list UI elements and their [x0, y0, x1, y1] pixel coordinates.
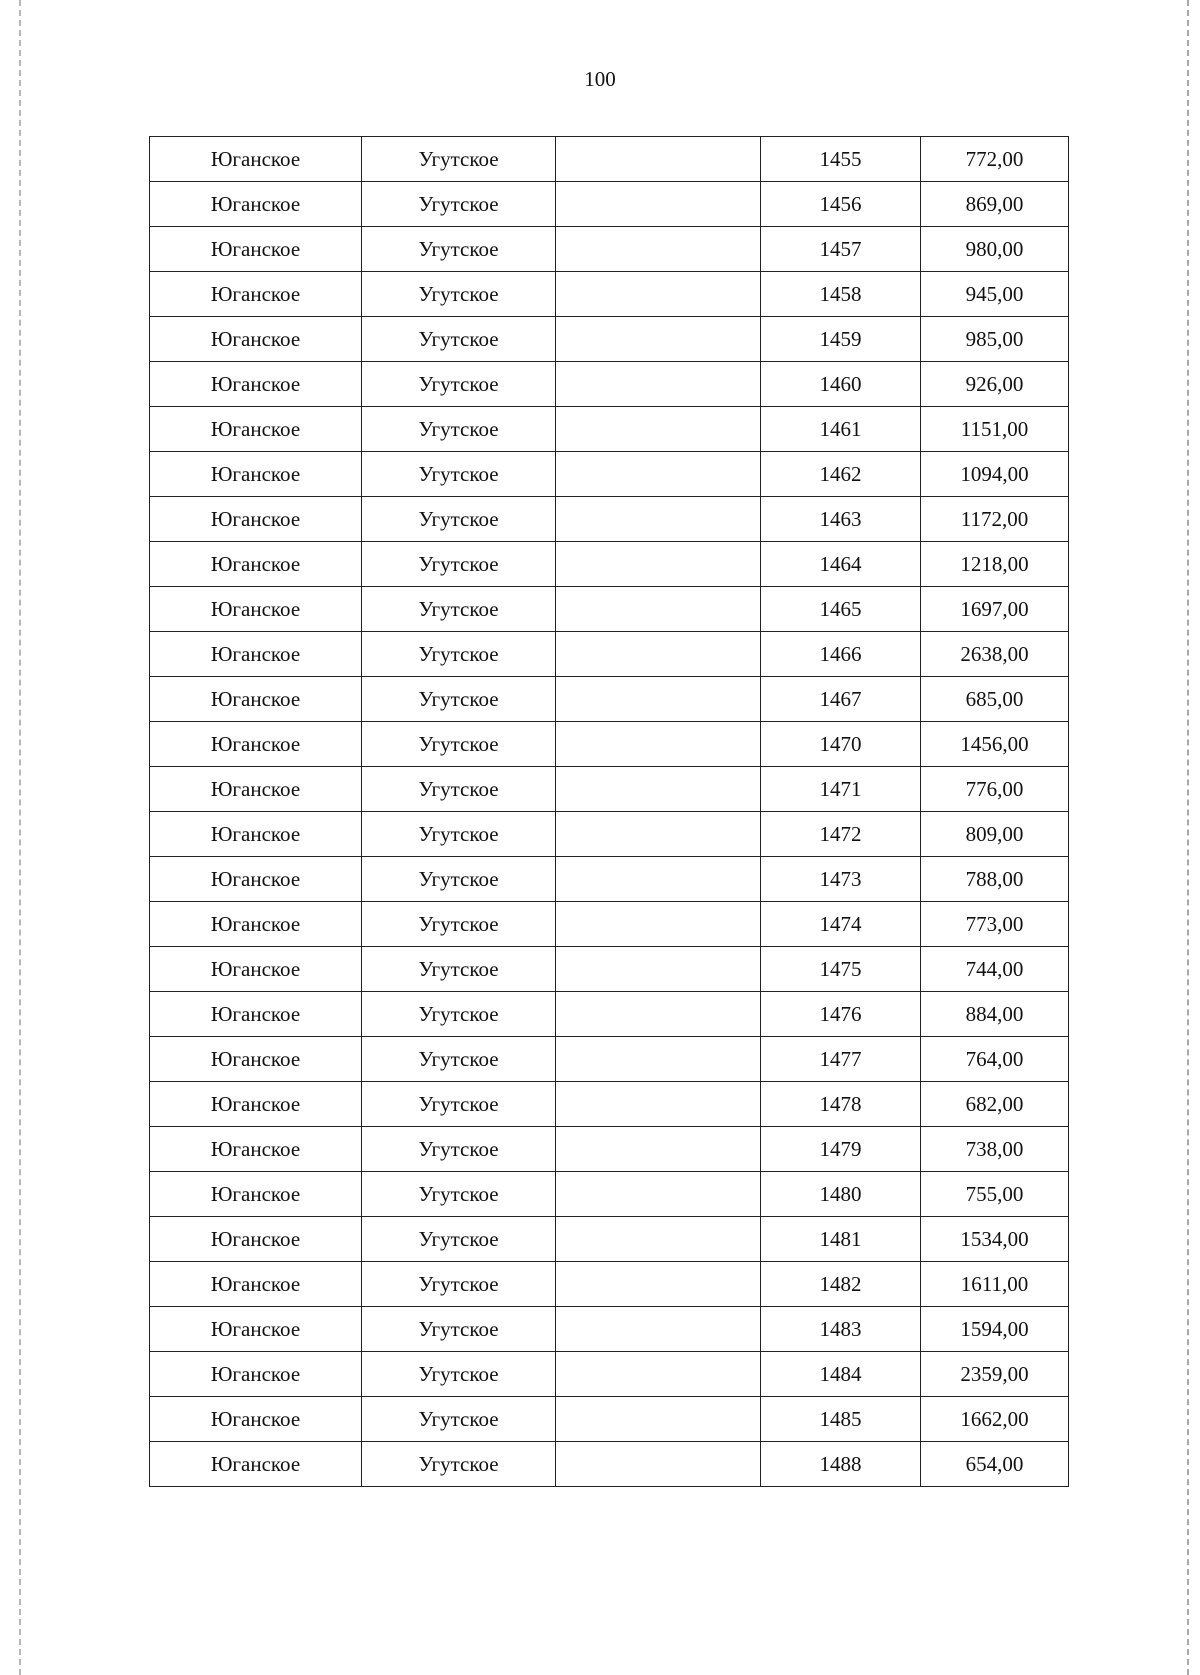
cell-area: Угутское	[362, 542, 556, 587]
cell-value: 985,00	[921, 317, 1069, 362]
cell-note	[556, 317, 761, 362]
cell-area: Угутское	[362, 1037, 556, 1082]
table-row	[150, 632, 1069, 677]
cell-number: 1472	[761, 812, 921, 857]
cell-value: 788,00	[921, 857, 1069, 902]
cell-value: 755,00	[921, 1172, 1069, 1217]
cell-field: Юганское	[150, 137, 362, 182]
cell-note	[556, 812, 761, 857]
cell-note	[556, 1442, 761, 1487]
cell-field: Юганское	[150, 722, 362, 767]
cell-field: Юганское	[150, 452, 362, 497]
cell-number: 1473	[761, 857, 921, 902]
cell-field: Юганское	[150, 1172, 362, 1217]
cell-area: Угутское	[362, 137, 556, 182]
cell-field: Юганское	[150, 587, 362, 632]
cell-number: 1474	[761, 902, 921, 947]
cell-value: 1172,00	[921, 497, 1069, 542]
cell-field: Юганское	[150, 1217, 362, 1262]
table-row	[150, 1217, 1069, 1262]
table-row	[150, 137, 1069, 182]
table-row	[150, 1442, 1069, 1487]
cell-note	[556, 587, 761, 632]
cell-number: 1458	[761, 272, 921, 317]
cell-number: 1485	[761, 1397, 921, 1442]
table-row	[150, 497, 1069, 542]
cell-value: 1697,00	[921, 587, 1069, 632]
cell-number: 1455	[761, 137, 921, 182]
cell-value: 869,00	[921, 182, 1069, 227]
cell-value: 682,00	[921, 1082, 1069, 1127]
cell-field: Юганское	[150, 317, 362, 362]
table-row	[150, 1127, 1069, 1172]
cell-note	[556, 1127, 761, 1172]
cell-area: Угутское	[362, 992, 556, 1037]
cell-area: Угутское	[362, 1172, 556, 1217]
cell-field: Юганское	[150, 1082, 362, 1127]
cell-field: Юганское	[150, 1127, 362, 1172]
table-row	[150, 362, 1069, 407]
table-row	[150, 317, 1069, 362]
page-number: 100	[584, 67, 616, 91]
cell-area: Угутское	[362, 1082, 556, 1127]
cell-area: Угутское	[362, 1127, 556, 1172]
cell-value: 1151,00	[921, 407, 1069, 452]
cell-area: Угутское	[362, 587, 556, 632]
table-row	[150, 587, 1069, 632]
cell-area: Угутское	[362, 722, 556, 767]
cell-field: Юганское	[150, 407, 362, 452]
cell-field: Юганское	[150, 857, 362, 902]
scan-edge-right	[1187, 0, 1189, 1675]
cell-value: 738,00	[921, 1127, 1069, 1172]
cell-area: Угутское	[362, 902, 556, 947]
cell-value: 809,00	[921, 812, 1069, 857]
cell-value: 773,00	[921, 902, 1069, 947]
cell-number: 1475	[761, 947, 921, 992]
cell-field: Юганское	[150, 767, 362, 812]
cell-area: Угутское	[362, 497, 556, 542]
cell-field: Юганское	[150, 272, 362, 317]
cell-number: 1465	[761, 587, 921, 632]
cell-field: Юганское	[150, 947, 362, 992]
table-row	[150, 1352, 1069, 1397]
table-row	[150, 1037, 1069, 1082]
cell-value: 1094,00	[921, 452, 1069, 497]
cell-area: Угутское	[362, 677, 556, 722]
cell-number: 1479	[761, 1127, 921, 1172]
table-body	[150, 137, 1069, 1487]
cell-number: 1457	[761, 227, 921, 272]
cell-note	[556, 767, 761, 812]
cell-area: Угутское	[362, 632, 556, 677]
cell-area: Угутское	[362, 407, 556, 452]
cell-number: 1456	[761, 182, 921, 227]
cell-number: 1471	[761, 767, 921, 812]
cell-number: 1467	[761, 677, 921, 722]
table-row	[150, 1082, 1069, 1127]
table-row	[150, 452, 1069, 497]
cell-area: Угутское	[362, 362, 556, 407]
cell-area: Угутское	[362, 1352, 556, 1397]
table-row	[150, 1262, 1069, 1307]
cell-area: Угутское	[362, 317, 556, 362]
cell-number: 1488	[761, 1442, 921, 1487]
cell-note	[556, 362, 761, 407]
cell-number: 1463	[761, 497, 921, 542]
cell-area: Угутское	[362, 1262, 556, 1307]
cell-field: Юганское	[150, 1262, 362, 1307]
cell-field: Юганское	[150, 1352, 362, 1397]
table-row	[150, 182, 1069, 227]
table-row	[150, 902, 1069, 947]
table-row	[150, 1397, 1069, 1442]
cell-value: 926,00	[921, 362, 1069, 407]
cell-note	[556, 947, 761, 992]
cell-value: 776,00	[921, 767, 1069, 812]
cell-value: 1534,00	[921, 1217, 1069, 1262]
cell-note	[556, 1082, 761, 1127]
cell-area: Угутское	[362, 812, 556, 857]
table-row	[150, 1172, 1069, 1217]
cell-field: Юганское	[150, 362, 362, 407]
table-row	[150, 272, 1069, 317]
cell-area: Угутское	[362, 182, 556, 227]
cell-field: Юганское	[150, 677, 362, 722]
table-row	[150, 542, 1069, 587]
cell-note	[556, 1037, 761, 1082]
cell-value: 945,00	[921, 272, 1069, 317]
cell-field: Юганское	[150, 227, 362, 272]
cell-number: 1483	[761, 1307, 921, 1352]
cell-note	[556, 1217, 761, 1262]
cell-value: 772,00	[921, 137, 1069, 182]
cell-number: 1481	[761, 1217, 921, 1262]
cell-area: Угутское	[362, 1397, 556, 1442]
data-table	[149, 136, 1069, 1487]
cell-field: Юганское	[150, 1442, 362, 1487]
cell-value: 2359,00	[921, 1352, 1069, 1397]
cell-note	[556, 497, 761, 542]
cell-note	[556, 1352, 761, 1397]
cell-value: 1611,00	[921, 1262, 1069, 1307]
cell-note	[556, 992, 761, 1037]
cell-value: 1456,00	[921, 722, 1069, 767]
cell-note	[556, 542, 761, 587]
cell-note	[556, 182, 761, 227]
cell-value: 744,00	[921, 947, 1069, 992]
table-row	[150, 857, 1069, 902]
table-row	[150, 947, 1069, 992]
cell-field: Юганское	[150, 812, 362, 857]
cell-value: 654,00	[921, 1442, 1069, 1487]
cell-note	[556, 137, 761, 182]
cell-field: Юганское	[150, 992, 362, 1037]
cell-number: 1462	[761, 452, 921, 497]
cell-number: 1477	[761, 1037, 921, 1082]
cell-field: Юганское	[150, 902, 362, 947]
cell-number: 1480	[761, 1172, 921, 1217]
cell-number: 1460	[761, 362, 921, 407]
scan-edge-left	[19, 0, 21, 1675]
cell-note	[556, 1307, 761, 1352]
cell-field: Юганское	[150, 1307, 362, 1352]
cell-number: 1478	[761, 1082, 921, 1127]
cell-value: 764,00	[921, 1037, 1069, 1082]
cell-area: Угутское	[362, 947, 556, 992]
cell-number: 1470	[761, 722, 921, 767]
cell-value: 884,00	[921, 992, 1069, 1037]
cell-area: Угутское	[362, 227, 556, 272]
cell-field: Юганское	[150, 632, 362, 677]
cell-area: Угутское	[362, 857, 556, 902]
table-row	[150, 1307, 1069, 1352]
cell-area: Угутское	[362, 1307, 556, 1352]
table-row	[150, 722, 1069, 767]
cell-field: Юганское	[150, 1397, 362, 1442]
cell-number: 1476	[761, 992, 921, 1037]
cell-field: Юганское	[150, 1037, 362, 1082]
table-row	[150, 407, 1069, 452]
cell-note	[556, 452, 761, 497]
cell-number: 1484	[761, 1352, 921, 1397]
cell-field: Юганское	[150, 182, 362, 227]
cell-note	[556, 1262, 761, 1307]
cell-note	[556, 722, 761, 767]
cell-value: 1218,00	[921, 542, 1069, 587]
cell-note	[556, 677, 761, 722]
cell-number: 1482	[761, 1262, 921, 1307]
cell-note	[556, 1172, 761, 1217]
cell-note	[556, 902, 761, 947]
table-row	[150, 227, 1069, 272]
cell-number: 1461	[761, 407, 921, 452]
cell-note	[556, 407, 761, 452]
cell-area: Угутское	[362, 767, 556, 812]
cell-value: 2638,00	[921, 632, 1069, 677]
cell-value: 1594,00	[921, 1307, 1069, 1352]
cell-number: 1464	[761, 542, 921, 587]
table-row	[150, 677, 1069, 722]
cell-value: 980,00	[921, 227, 1069, 272]
cell-note	[556, 632, 761, 677]
table-row	[150, 992, 1069, 1037]
cell-field: Юганское	[150, 497, 362, 542]
cell-value: 1662,00	[921, 1397, 1069, 1442]
table-row	[150, 767, 1069, 812]
table-row	[150, 812, 1069, 857]
cell-note	[556, 1397, 761, 1442]
cell-field: Юганское	[150, 542, 362, 587]
cell-note	[556, 227, 761, 272]
cell-area: Угутское	[362, 1442, 556, 1487]
cell-area: Угутское	[362, 452, 556, 497]
cell-number: 1466	[761, 632, 921, 677]
cell-area: Угутское	[362, 1217, 556, 1262]
cell-value: 685,00	[921, 677, 1069, 722]
cell-note	[556, 857, 761, 902]
cell-note	[556, 272, 761, 317]
cell-number: 1459	[761, 317, 921, 362]
cell-area: Угутское	[362, 272, 556, 317]
